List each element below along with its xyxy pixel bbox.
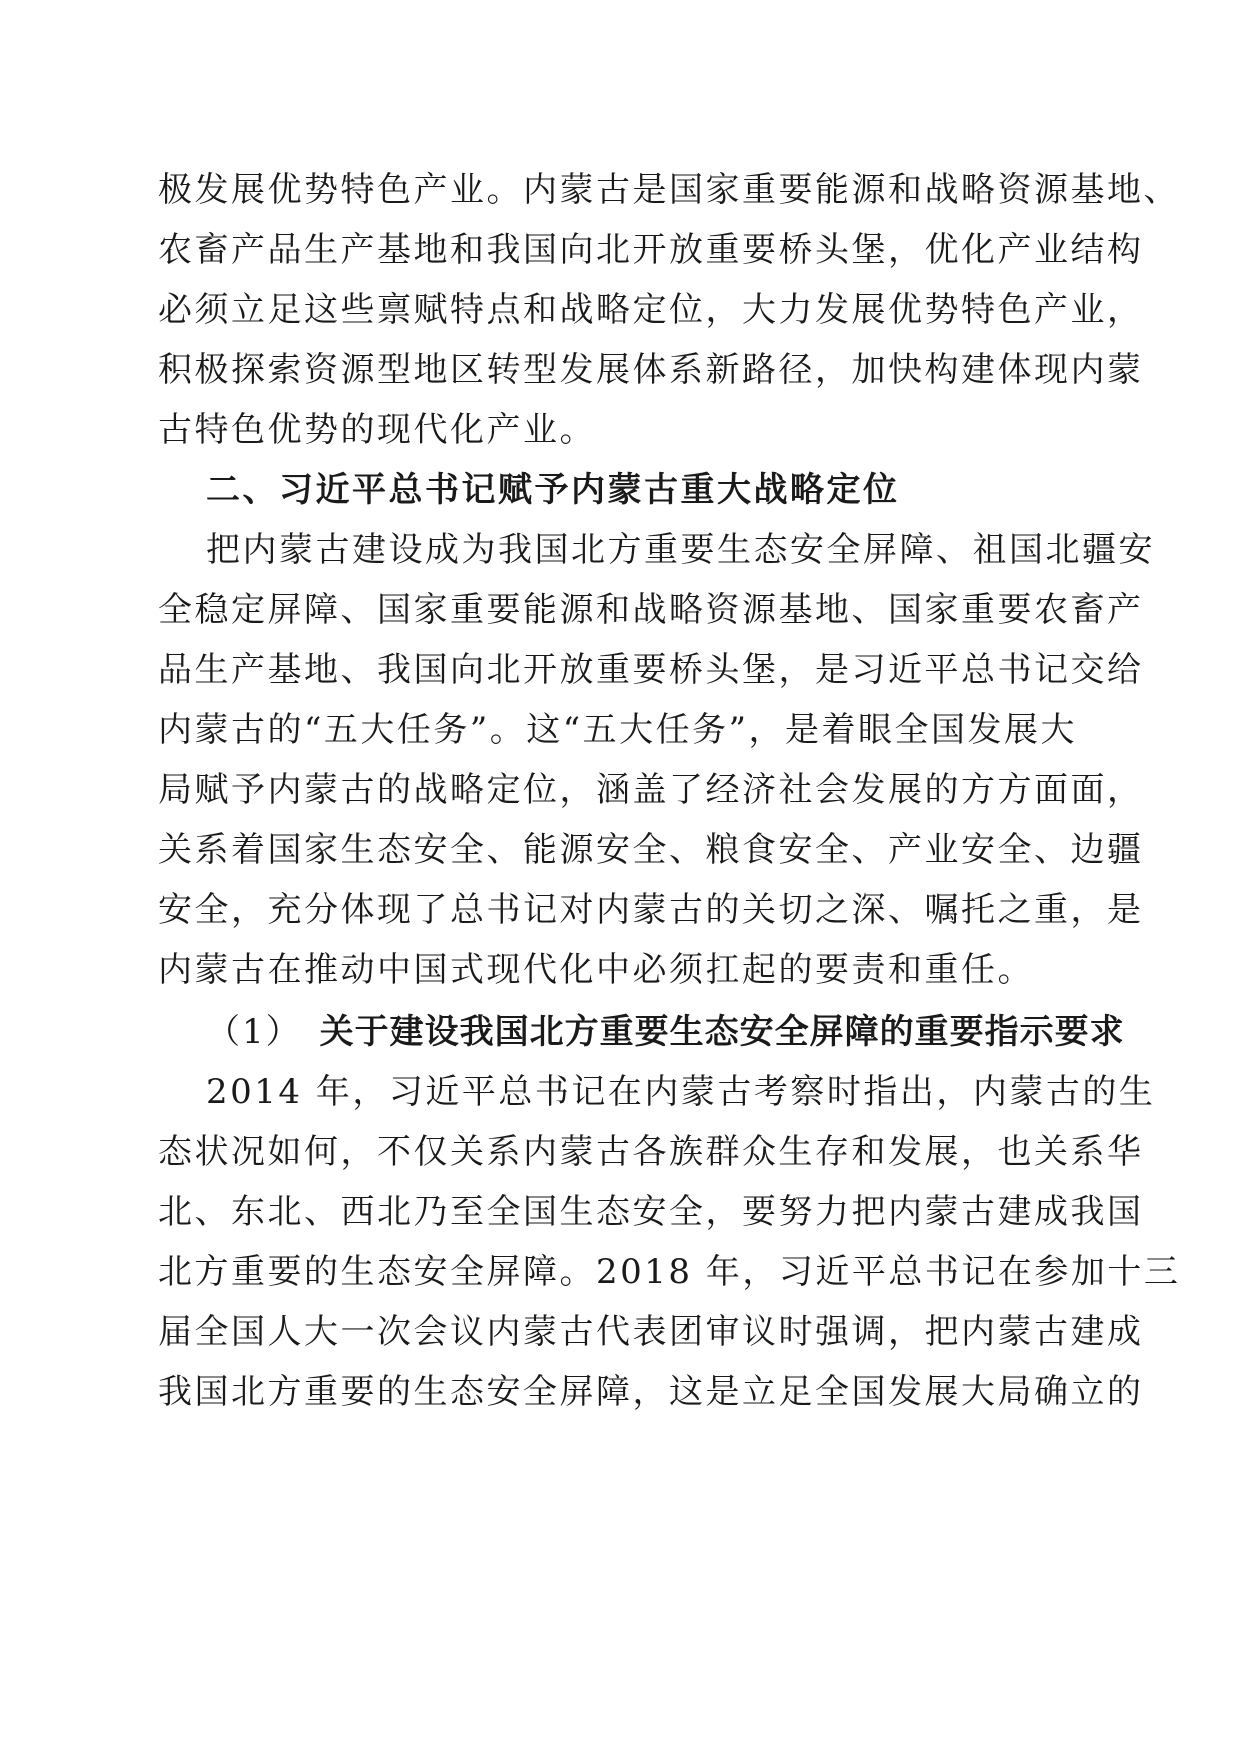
paragraph-2-line-8: 内蒙古在推动中国式现代化中必须扛起的要责和重任。: [158, 950, 1034, 990]
paragraph-3-line-2: 态状况如何，不仅关系内蒙古各族群众生存和发展，也关系华: [158, 1132, 1144, 1172]
section-heading-2: 二、习近平总书记赋予内蒙古重大战略定位: [206, 470, 900, 510]
paragraph-3-line-4: 北方重要的生态安全屏障。2018 年，习近平总书记在参加十三: [158, 1252, 1181, 1292]
subsection-heading-1: [206, 1012, 1125, 1052]
paragraph-3-line-3: 北、东北、西北乃至全国生态安全，要努力把内蒙古建成我国: [158, 1192, 1144, 1232]
paragraph-1-line-5: 古特色优势的现代化产业。: [158, 410, 596, 450]
paragraph-2-line-2: 全稳定屏障、国家重要能源和战略资源基地、国家重要农畜产: [158, 590, 1144, 630]
subsection-number: （1）: [206, 1012, 302, 1052]
paragraph-2-line-5: 局赋予内蒙古的战略定位，涵盖了经济社会发展的方方面面，: [158, 770, 1144, 810]
paragraph-1-line-4: 积极探索资源型地区转型发展体系新路径，加快构建体现内蒙: [158, 350, 1144, 390]
paragraph-2-line-3: 品生产基地、我国向北开放重要桥头堡，是习近平总书记交给: [158, 650, 1144, 690]
paragraph-3-line-6: 我国北方重要的生态安全屏障，这是立足全国发展大局确立的: [158, 1372, 1144, 1412]
subsection-title: 关于建设我国北方重要生态安全屏障的重要指示要求: [319, 1012, 1125, 1052]
paragraph-3-line-1: 2014 年，习近平总书记在内蒙古考察时指出，内蒙古的生: [206, 1072, 1156, 1112]
paragraph-1-line-3: 必须立足这些禀赋特点和战略定位，大力发展优势特色产业，: [158, 290, 1144, 330]
paragraph-1-line-2: 农畜产品生产基地和我国向北开放重要桥头堡，优化产业结构: [158, 230, 1144, 270]
paragraph-2-line-1: 把内蒙古建设成为我国北方重要生态安全屏障、祖国北疆安: [206, 530, 1155, 570]
paragraph-2-line-6: 关系着国家生态安全、能源安全、粮食安全、产业安全、边疆: [158, 830, 1144, 870]
paragraph-2-line-4: 内蒙古的“五大任务”。这“五大任务”，是着眼全国发展大: [158, 710, 1078, 750]
paragraph-2-line-7: 安全，充分体现了总书记对内蒙古的关切之深、嘱托之重，是: [158, 890, 1144, 930]
paragraph-3-line-5: 届全国人大一次会议内蒙古代表团审议时强调，把内蒙古建成: [158, 1312, 1144, 1352]
paragraph-1-line-1: 极发展优势特色产业。内蒙古是国家重要能源和战略资源基地、: [158, 170, 1180, 210]
